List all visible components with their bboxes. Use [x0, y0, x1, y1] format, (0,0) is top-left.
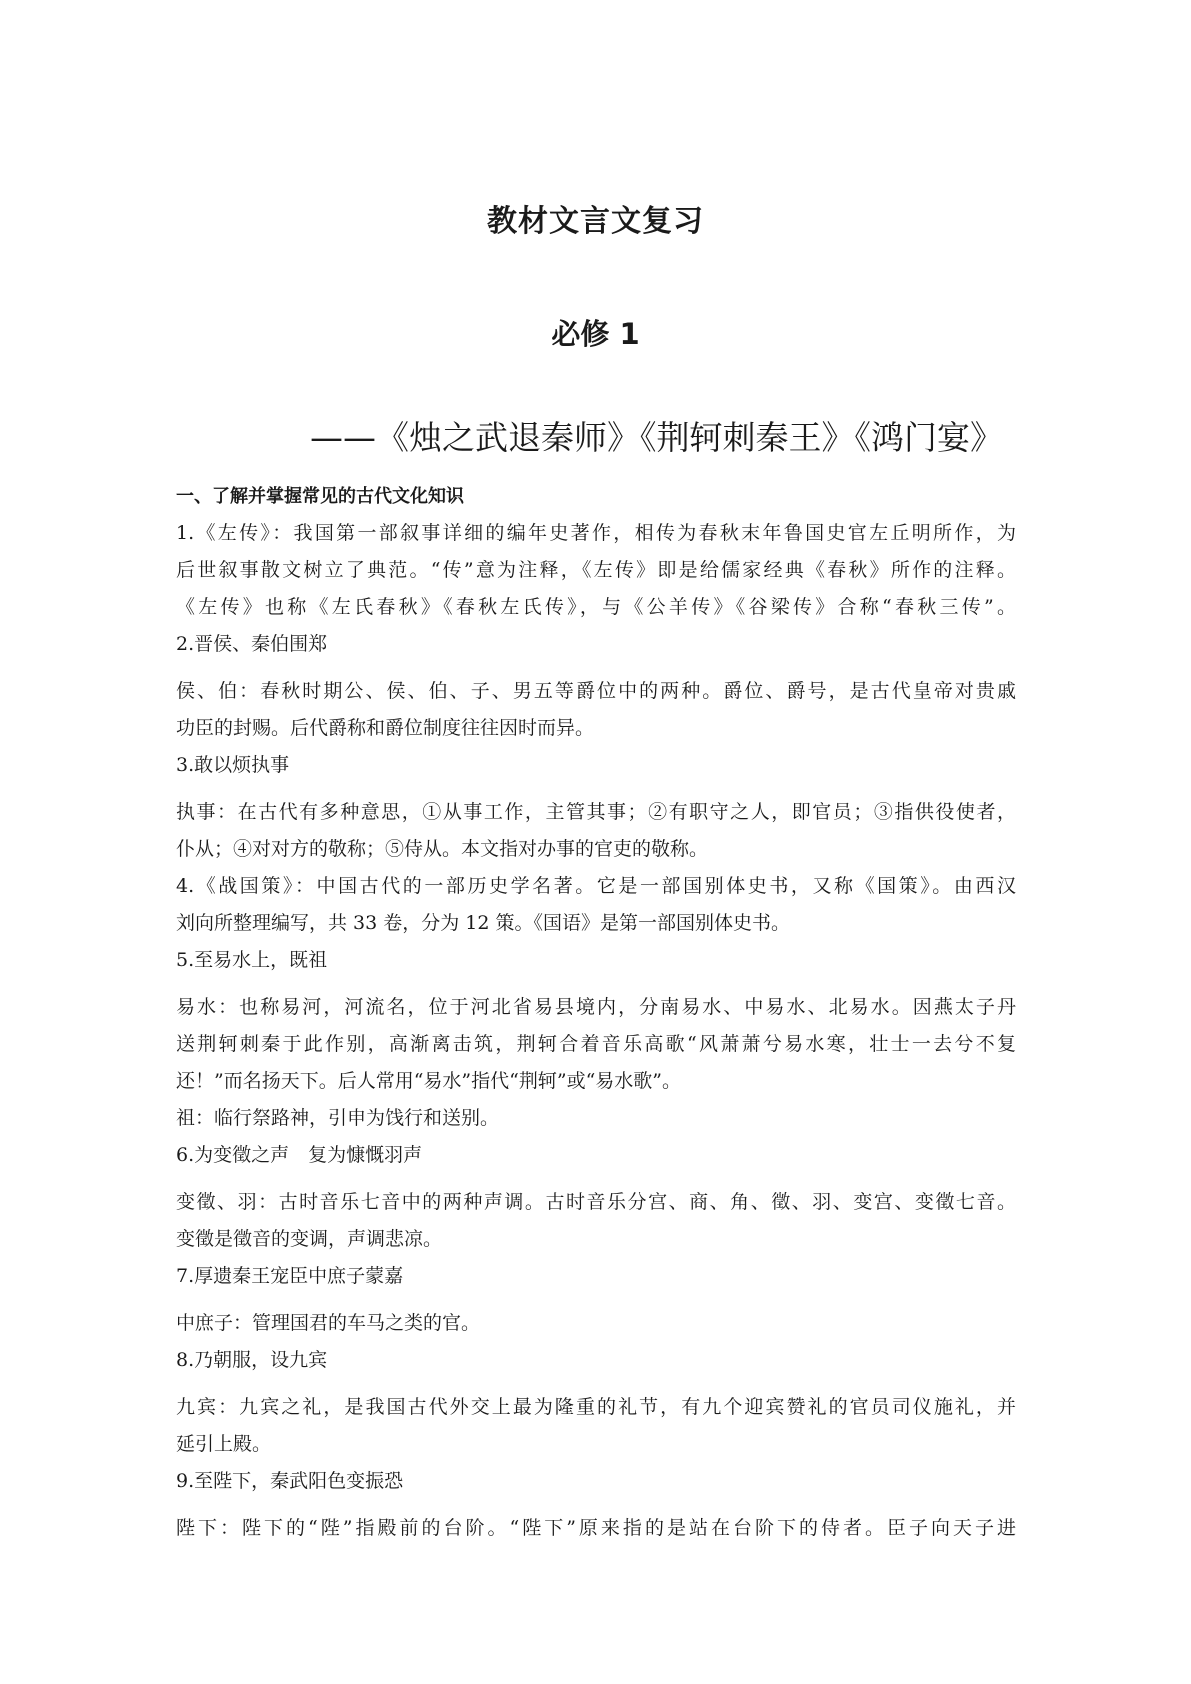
item-heading: 6.为变徵之声 复为慷慨羽声	[176, 1144, 423, 1166]
body-line: 1.《左传》：我国第一部叙事详细的编年史著作，相传为春秋末年鲁国史官左丘明所作，为	[176, 522, 1016, 544]
body-line: 后世叙事散文树立了典范。“传”意为注释，《左传》即是给儒家经典《春秋》所作的注释。	[176, 559, 1016, 581]
paragraph-gap	[176, 1500, 1016, 1510]
body-line: 送荆轲刺秦于此作别，高渐离击筑，荆轲合着音乐高歌“风萧萧兮易水寒，壮士一去兮不复	[176, 1033, 1016, 1055]
document-title: 教材文言文复习	[487, 204, 704, 239]
body-line: 4.《战国策》：中国古代的一部历史学名著。它是一部国别体史书，又称《国策》。由西汉	[176, 875, 1016, 897]
body-line: 陛下：陛下的“陛”指殿前的台阶。“陛下”原来指的是站在台阶下的侍者。臣子向天子进	[176, 1517, 1016, 1539]
paragraph-gap	[176, 1174, 1016, 1184]
item-heading: 5.至易水上，既祖	[176, 949, 328, 971]
document-body	[176, 479, 1016, 1547]
body-line: 九宾：九宾之礼，是我国古代外交上最为隆重的礼节，有九个迎宾赞礼的官员司仪施礼，并	[176, 1396, 1016, 1418]
document-subtitle: 必修 1	[551, 317, 640, 351]
section-heading: 一、了解并掌握常见的古代文化知识	[176, 486, 464, 507]
body-line: 易水：也称易河，河流名，位于河北省易县境内，分南易水、中易水、北易水。因燕太子丹	[176, 996, 1016, 1018]
body-line: 变徵、羽：古时音乐七音中的两种声调。古时音乐分宫、商、角、徵、羽、变宫、变徵七音。	[176, 1191, 1016, 1213]
item-heading: 2.晋侯、秦伯围郑	[176, 633, 328, 655]
body-line: 祖：临行祭路神，引申为饯行和送别。	[176, 1107, 500, 1129]
body-line: 变徵是徵音的变调，声调悲凉。	[176, 1228, 443, 1250]
body-line: 执事：在古代有多种意思，①从事工作，主管其事；②有职守之人，即官员；③指供役使者，	[176, 801, 1016, 823]
body-line: 刘向所整理编写，共 33 卷，分为 12 策。《国语》是第一部国别体史书。	[176, 912, 791, 934]
body-line: 侯、伯：春秋时期公、侯、伯、子、男五等爵位中的两种。爵位、爵号，是古代皇帝对贵戚	[176, 680, 1016, 702]
item-heading: 9.至陛下，秦武阳色变振恐	[176, 1470, 404, 1492]
body-line: 仆从；④对对方的敬称；⑤侍从。本文指对办事的官吏的敬称。	[176, 838, 709, 860]
paragraph-gap	[176, 1295, 1016, 1305]
body-line: 延引上殿。	[176, 1433, 272, 1455]
body-line: 《左传》也称《左氏春秋》《春秋左氏传》，与《公羊传》《谷梁传》合称“春秋三传”。	[176, 596, 1016, 618]
paragraph-gap	[176, 1379, 1016, 1389]
item-heading: 7.厚遗秦王宠臣中庶子蒙嘉	[176, 1265, 404, 1287]
item-heading: 8.乃朝服，设九宾	[176, 1349, 328, 1371]
item-heading: 3.敢以烦执事	[176, 754, 290, 776]
body-line: 还！”而名扬天下。后人常用“易水”指代“荆轲”或“易水歌”。	[176, 1070, 681, 1092]
paragraph-gap	[176, 784, 1016, 794]
body-line: 功臣的封赐。后代爵称和爵位制度往往因时而异。	[176, 717, 595, 739]
texts-covered-line: ——《烛之武退秦师》《荆轲刺秦王》《鸿门宴》	[310, 418, 1003, 457]
body-line: 中庶子：管理国君的车马之类的官。	[176, 1312, 481, 1334]
paragraph-gap	[176, 663, 1016, 673]
paragraph-gap	[176, 979, 1016, 989]
